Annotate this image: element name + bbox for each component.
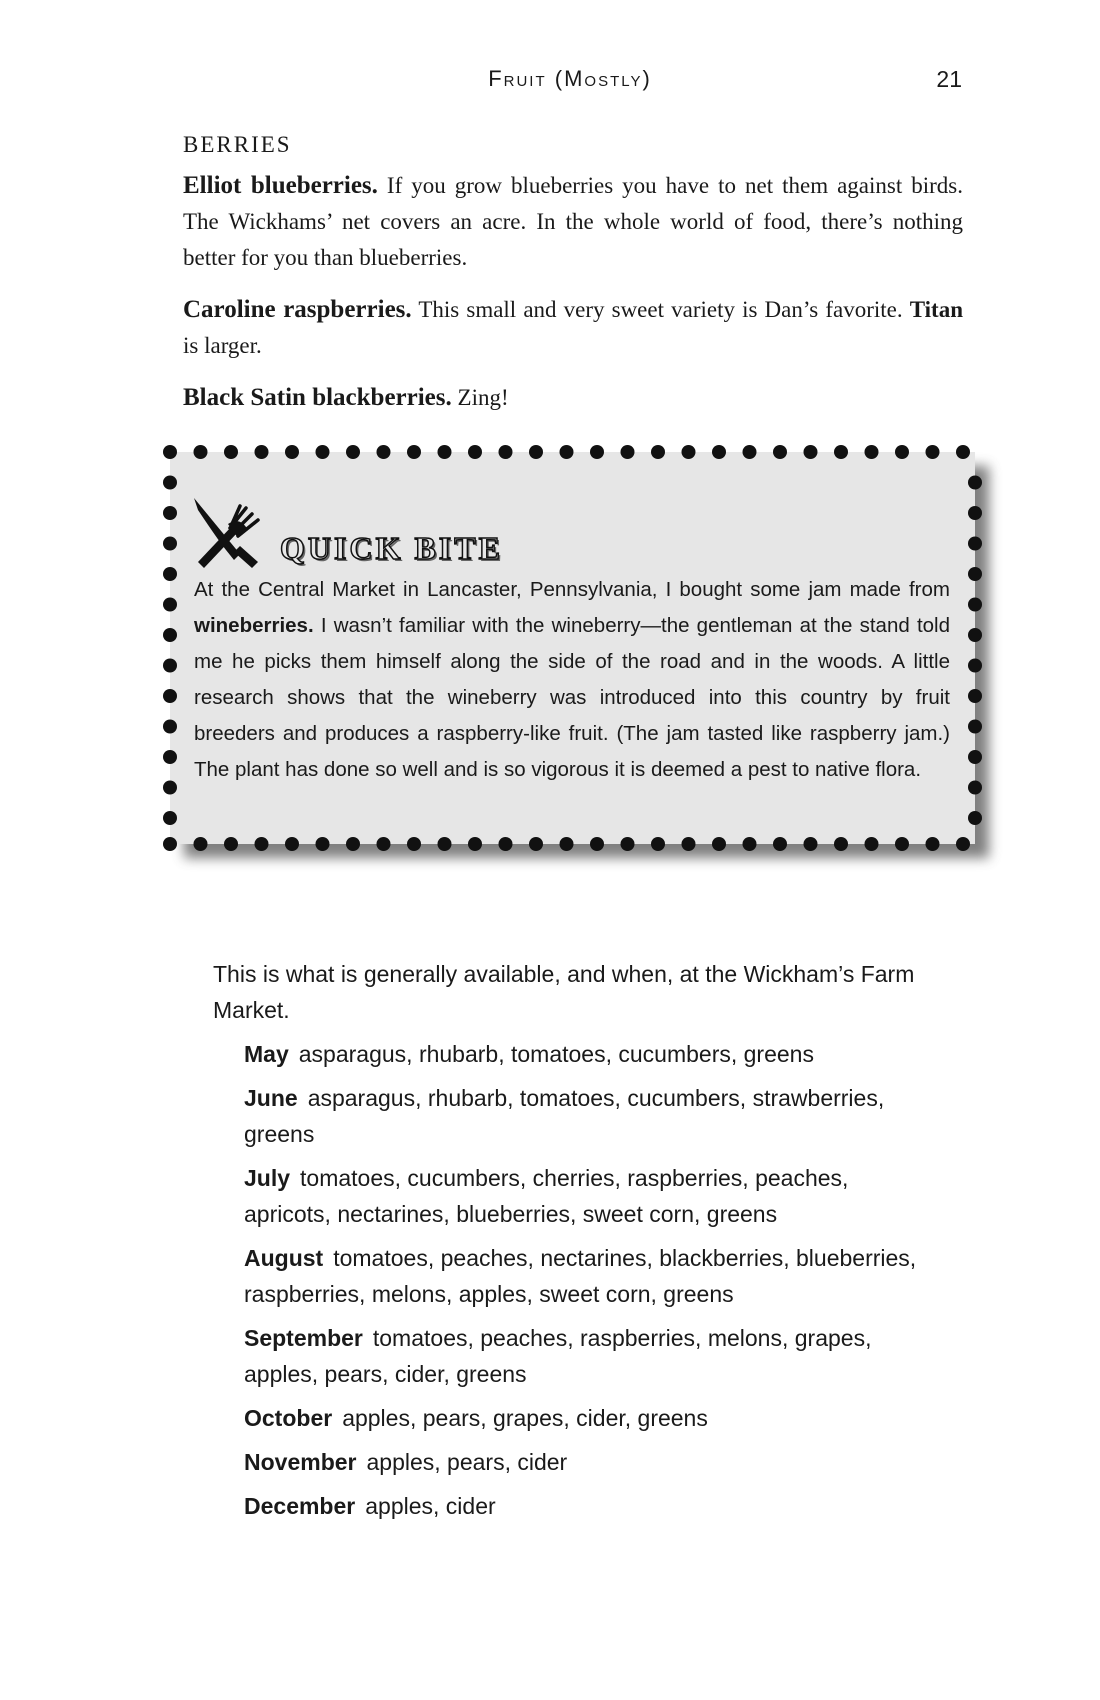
- quick-bite-body: [194, 572, 950, 788]
- month-name: November: [244, 1449, 357, 1475]
- entry-text: is larger.: [183, 333, 262, 358]
- month-row: [244, 1444, 924, 1480]
- quick-bite-bold-term: wineberries.: [194, 614, 314, 637]
- berry-entry-elliot: [183, 168, 963, 276]
- market-section: [213, 956, 953, 1532]
- month-items: apples, pears, cider: [366, 1449, 568, 1475]
- entry-lead: Caroline raspberries.: [183, 296, 412, 323]
- month-name: October: [244, 1405, 333, 1431]
- berry-entry-caroline: [183, 292, 963, 364]
- entry-text: Zing!: [451, 385, 509, 410]
- month-items: apples, cider: [365, 1493, 496, 1519]
- month-name: June: [244, 1085, 298, 1111]
- entry-lead: Black Satin blackberries.: [183, 384, 452, 411]
- month-row: [244, 1320, 924, 1392]
- month-name: December: [244, 1493, 356, 1519]
- month-items: asparagus, rhubarb, tomatoes, cucumbers, greens: [298, 1041, 814, 1067]
- month-items: asparagus, rhubarb, tomatoes, cucumbers, strawberries, greens: [244, 1085, 885, 1147]
- month-row: [244, 1036, 924, 1072]
- month-items: tomatoes, peaches, raspberries, melons, grapes, apples, pears, cider, greens: [244, 1325, 872, 1387]
- month-row: [244, 1080, 924, 1152]
- entry-text: If you grow blueberries you have to net them against birds. The Wickhams’ net covers an acre. In the whole world of food, there’s nothing better for you than blueberries.: [183, 173, 963, 270]
- month-row: [244, 1400, 924, 1436]
- month-items: tomatoes, peaches, nectarines, blackberries, blueberries, raspberries, melons, apples, sweet corn, greens: [244, 1245, 917, 1307]
- month-row: [244, 1488, 924, 1524]
- month-list: [213, 1036, 924, 1524]
- month-name: August: [244, 1245, 324, 1271]
- month-name: May: [244, 1041, 289, 1067]
- month-row: [244, 1160, 924, 1232]
- month-items: tomatoes, cucumbers, cherries, raspberries, peaches, apricots, nectarines, blueberries, sweet corn, greens: [244, 1165, 849, 1227]
- section-heading: BERRIES: [183, 132, 292, 157]
- page-number: 21: [936, 66, 962, 92]
- knife-fork-icon: [188, 494, 264, 570]
- month-name: July: [244, 1165, 291, 1191]
- entry-text: This small and very sweet variety is Dan’s favorite.: [411, 297, 910, 322]
- running-title: Fruit (Mostly): [488, 66, 652, 91]
- month-items: apples, pears, grapes, cider, greens: [342, 1405, 708, 1431]
- quick-bite-box: [170, 452, 975, 844]
- quick-bite-text: At the Central Market in Lancaster, Pennsylvania, I bought some jam made from: [194, 578, 950, 601]
- quick-bite-title: QUICK BITE: [280, 530, 503, 566]
- quick-bite-text: I wasn’t familiar with the wineberry—the gentleman at the stand told me he picks them himself along the side of the road and in the woods. A little research shows that the wineberry was introduced into this country by fruit breeders and produces a raspberry-like fruit. (The jam tasted like raspberry jam.) The plant has done so well and is so vigorous it is deemed a pest to native flora.: [194, 614, 950, 781]
- entry-lead: Elliot blueberries.: [183, 172, 378, 199]
- month-row: [244, 1240, 924, 1312]
- entry-bold-term: Titan: [909, 297, 963, 322]
- berry-entry-black-satin: [183, 380, 963, 416]
- market-intro: This is what is generally available, and when, at the Wickham’s Farm Market.: [213, 961, 915, 1023]
- month-name: September: [244, 1325, 363, 1351]
